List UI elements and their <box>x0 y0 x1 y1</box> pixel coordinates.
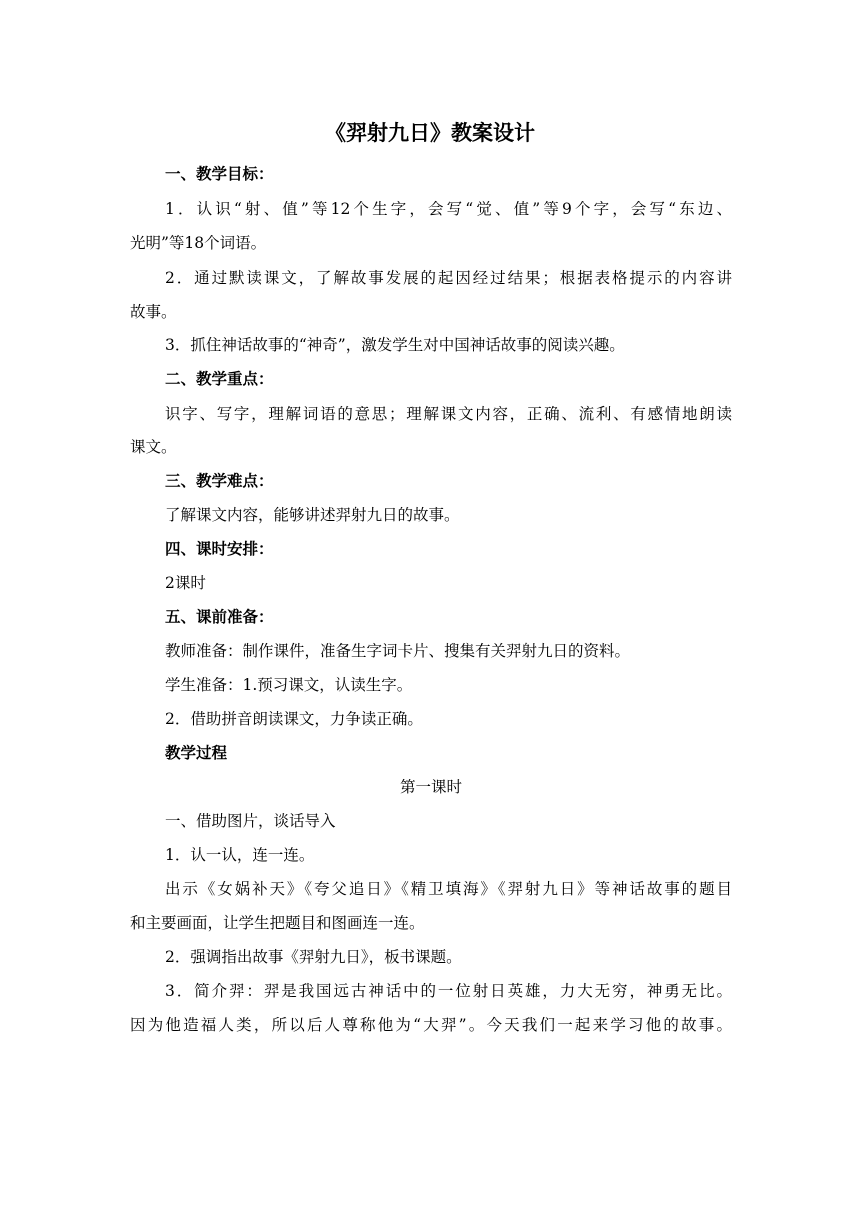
step-1-description-line-1: 出示《女娲补天》《夸父追日》《精卫填海》《羿射九日》等神话故事的题目 <box>165 880 732 898</box>
schedule-heading: 四、课时安排： <box>165 540 274 558</box>
preparation-heading: 五、课前准备： <box>165 608 274 626</box>
part-1-title: 一、借助图片，谈话导入 <box>165 812 336 830</box>
objectives-heading: 一、教学目标： <box>165 165 274 183</box>
key-points-line-2: 课文。 <box>130 438 177 456</box>
step-3-line-1: 3．简介羿：羿是我国远古神话中的一位射日英雄，力大无穷，神勇无比。 <box>165 982 732 1000</box>
step-1-description-line-2: 和主要画面，让学生把题目和图画连一连。 <box>130 914 425 932</box>
key-points-line-1: 识字、写字，理解词语的意思；理解课文内容，正确、流利、有感情地朗读 <box>165 405 732 423</box>
key-points-heading: 二、教学重点： <box>165 370 274 388</box>
objective-item-2-line-1: 2．通过默读课文，了解故事发展的起因经过结果；根据表格提示的内容讲 <box>165 269 732 287</box>
objective-item-3: 3．抓住神话故事的“神奇”，激发学生对中国神话故事的阅读兴趣。 <box>165 336 625 354</box>
difficulties-line-1: 了解课文内容，能够讲述羿射九日的故事。 <box>165 506 460 524</box>
objective-item-1-line-1: 1．认识“射、值”等12个生字，会写“觉、值”等9个字，会写“东边、 <box>165 200 732 218</box>
step-2: 2．强调指出故事《羿射九日》，板书课题。 <box>165 948 462 966</box>
difficulties-heading: 三、教学难点： <box>165 472 274 490</box>
step-3-line-2: 因为他造福人类，所以后人尊称他为“大羿”。今天我们一起来学习他的故事。 <box>130 1016 732 1034</box>
objective-item-2-line-2: 故事。 <box>130 303 177 321</box>
lesson-title: 第一课时 <box>399 778 462 796</box>
student-preparation-2: 2．借助拼音朗读课文，力争读正确。 <box>165 710 423 728</box>
teacher-preparation: 教师准备：制作课件，准备生字词卡片、搜集有关羿射九日的资料。 <box>165 642 631 660</box>
page-title: 《羿射九日》教案设计 <box>325 121 535 145</box>
step-1: 1．认一认，连一连。 <box>165 846 315 864</box>
schedule-line-1: 2课时 <box>165 574 206 592</box>
process-heading: 教学过程 <box>165 744 228 762</box>
objective-item-1-line-2: 光明”等18个词语。 <box>130 234 267 252</box>
student-preparation-1: 学生准备：1.预习课文，认读生字。 <box>165 676 413 694</box>
